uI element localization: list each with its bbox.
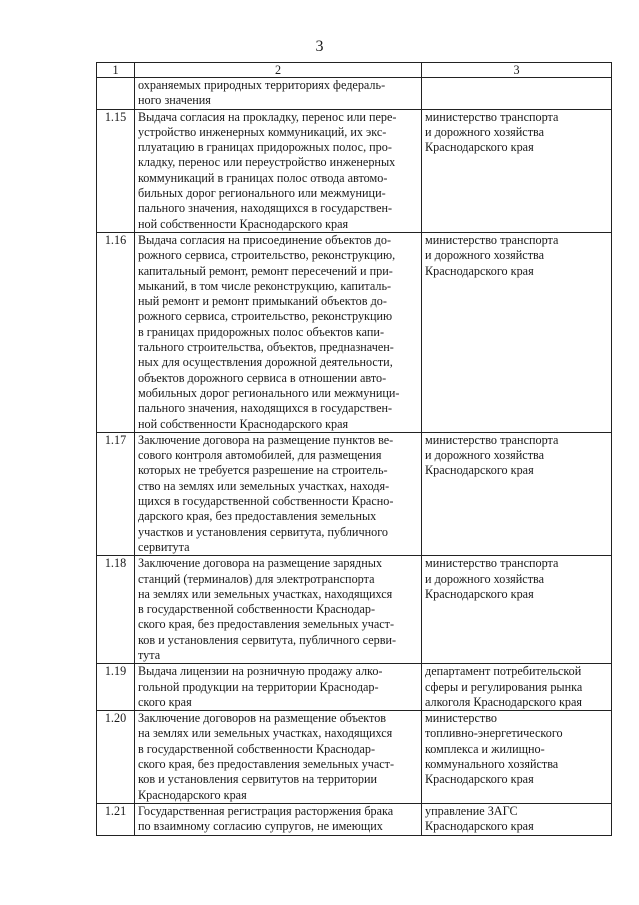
agency-text-line: и дорожного хозяйства xyxy=(425,124,545,139)
agency-text-line: Краснодарского края xyxy=(425,586,534,601)
service-text-line: по взаимному согласию супругов, не имеющих xyxy=(138,819,383,834)
agency-text-line: Краснодарского края xyxy=(425,140,534,155)
service-description-cell xyxy=(135,803,422,835)
service-text-line: тута xyxy=(138,647,161,662)
table-row xyxy=(97,664,612,711)
agency-text-line: и дорожного хозяйства xyxy=(425,571,545,586)
service-text-line: сового контроля автомобилей, для размещения xyxy=(138,448,382,463)
service-text-line: тального строительства, объектов, предназначен- xyxy=(138,340,394,355)
row-number: 1.16 xyxy=(97,232,135,432)
agency-text-line: Краснодарского края xyxy=(425,819,534,834)
service-text-line: пального значения, находящихся в государствен- xyxy=(138,401,393,416)
service-description-cell xyxy=(135,711,422,804)
table-row xyxy=(97,556,612,664)
agency-text-line: министерство транспорта xyxy=(425,232,559,247)
service-description-cell xyxy=(135,232,422,432)
service-text-line: рожного сервиса, строительство, реконструкцию xyxy=(138,309,393,324)
service-text-line: участков и установления сервитута, публичного xyxy=(138,524,388,539)
services-table xyxy=(96,62,612,836)
service-text-line: кладку, перенос или переустройство инженерных xyxy=(138,155,396,170)
agency-text-line: коммунального хозяйства xyxy=(425,757,559,772)
row-number: 1.20 xyxy=(97,711,135,804)
row-number: 1.21 xyxy=(97,803,135,835)
service-text-line: ского края, без предоставления земельных участ- xyxy=(138,617,395,632)
service-text-line: рожного сервиса, строительство, реконструкцию, xyxy=(138,248,396,263)
service-text-line: на землях или земельных участках, находящихся xyxy=(138,586,393,601)
responsible-agency-cell xyxy=(422,803,612,835)
service-description-cell xyxy=(135,109,422,232)
service-text-line: коммуникаций в границах полос отвода автомо- xyxy=(138,170,388,185)
service-text-line: плуатацию в границах придорожных полос, про- xyxy=(138,140,392,155)
page-number: 3 xyxy=(315,38,324,55)
table-row xyxy=(97,432,612,555)
service-text-line: объектов дорожного сервиса в отношении авто- xyxy=(138,370,387,385)
service-text-line: ной собственности Краснодарского края xyxy=(138,216,349,231)
service-text-line: станций (терминалов) для электротранспорта xyxy=(138,571,375,586)
responsible-agency-cell xyxy=(422,232,612,432)
service-text-line: дарского края, без предоставления земельных xyxy=(138,509,377,524)
row-number: 1.17 xyxy=(97,432,135,555)
service-text-line: бильных дорог регионального или межмуници- xyxy=(138,186,386,201)
continuation-row xyxy=(97,78,612,110)
table-header-row xyxy=(97,63,612,78)
service-text-line: Краснодарского края xyxy=(138,787,247,802)
service-text-line: на землях или земельных участках, находящихся xyxy=(138,726,393,741)
row-number: 1.18 xyxy=(97,556,135,664)
responsible-agency-cell xyxy=(422,664,612,711)
agency-text-line: топливно-энергетического xyxy=(425,726,563,741)
service-text-line: мобильных дорог регионального или межмуници- xyxy=(138,385,400,400)
column-header-2: 2 xyxy=(135,63,422,78)
service-text-line: которых не требуется разрешение на строитель- xyxy=(138,463,388,478)
service-text-line: Выдача согласия на присоединение объектов до- xyxy=(138,232,392,247)
column-header-1: 1 xyxy=(97,63,135,78)
service-text-line: ского края xyxy=(138,694,192,709)
table-row xyxy=(97,109,612,232)
service-text-line: гольной продукции на территории Краснодар- xyxy=(138,679,379,694)
agency-text-line: Краснодарского края xyxy=(425,463,534,478)
service-description-cell xyxy=(135,556,422,664)
service-text-line: ков и установления сервитутов на территории xyxy=(138,772,378,787)
agency-text-line: министерство транспорта xyxy=(425,432,559,447)
service-text-line: в границах придорожных полос объектов капи- xyxy=(138,324,385,339)
service-text-line: капитальный ремонт, ремонт пересечений и при- xyxy=(138,263,393,278)
service-text-line: устройство инженерных коммуникаций, их экс- xyxy=(138,124,387,139)
service-text-line: Заключение договора на размещение пунктов ве- xyxy=(138,432,394,447)
row-number: 1.15 xyxy=(97,109,135,232)
agency-text-line: министерство транспорта xyxy=(425,556,559,571)
agency-text-line: и дорожного хозяйства xyxy=(425,448,545,463)
agency-cell xyxy=(422,78,612,110)
agency-text-line: министерство транспорта xyxy=(425,109,559,124)
row-number-cell xyxy=(97,78,135,110)
agency-text-line: комплекса и жилищно- xyxy=(425,741,545,756)
service-text-line: щихся в государственной собственности Красно- xyxy=(138,494,394,509)
table-row xyxy=(97,803,612,835)
continuation-text-cell xyxy=(135,78,422,110)
service-text-line: Выдача лицензии на розничную продажу алко- xyxy=(138,664,383,679)
service-text-line: Государственная регистрация расторжения брака xyxy=(138,803,394,818)
responsible-agency-cell xyxy=(422,711,612,804)
agency-text-line: сферы и регулирования рынка xyxy=(425,679,583,694)
service-text-line: Выдача согласия на прокладку, перенос или пере- xyxy=(138,109,397,124)
text-line: ного значения xyxy=(138,93,211,108)
service-text-line: ство на землях или земельных участках, находя- xyxy=(138,478,390,493)
agency-text-line: департамент потребительской xyxy=(425,664,582,679)
service-description-cell xyxy=(135,432,422,555)
table-row xyxy=(97,711,612,804)
agency-text-line: и дорожного хозяйства xyxy=(425,248,545,263)
service-description-cell xyxy=(135,664,422,711)
service-text-line: мыканий, в том числе реконструкцию, капиталь- xyxy=(138,278,392,293)
table-row xyxy=(97,232,612,432)
service-text-line: Заключение договоров на размещение объектов xyxy=(138,711,387,726)
responsible-agency-cell xyxy=(422,109,612,232)
service-text-line: в государственной собственности Краснодар- xyxy=(138,741,376,756)
service-text-line: ского края, без предоставления земельных участ- xyxy=(138,757,395,772)
service-text-line: ных для осуществления дорожной деятельности, xyxy=(138,355,393,370)
row-number: 1.19 xyxy=(97,664,135,711)
agency-text-line: Краснодарского края xyxy=(425,263,534,278)
agency-text-line: управление ЗАГС xyxy=(425,803,518,818)
agency-text-line: министерство xyxy=(425,711,498,726)
service-text-line: ной собственности Краснодарского края xyxy=(138,416,349,431)
agency-text-line: алкоголя Краснодарского края xyxy=(425,694,583,709)
responsible-agency-cell xyxy=(422,432,612,555)
service-text-line: Заключение договора на размещение зарядных xyxy=(138,556,383,571)
service-text-line: в государственной собственности Краснодар- xyxy=(138,602,376,617)
service-text-line: ный ремонт и ремонт примыканий объектов до- xyxy=(138,294,387,309)
service-text-line: сервитута xyxy=(138,539,190,554)
text-line: охраняемых природных территориях федераль- xyxy=(138,78,386,92)
responsible-agency-cell xyxy=(422,556,612,664)
service-text-line: ков и установления сервитута, публичного серви- xyxy=(138,632,397,647)
agency-text-line: Краснодарского края xyxy=(425,772,534,787)
column-header-3: 3 xyxy=(422,63,612,78)
service-text-line: пального значения, находящихся в государствен- xyxy=(138,201,393,216)
